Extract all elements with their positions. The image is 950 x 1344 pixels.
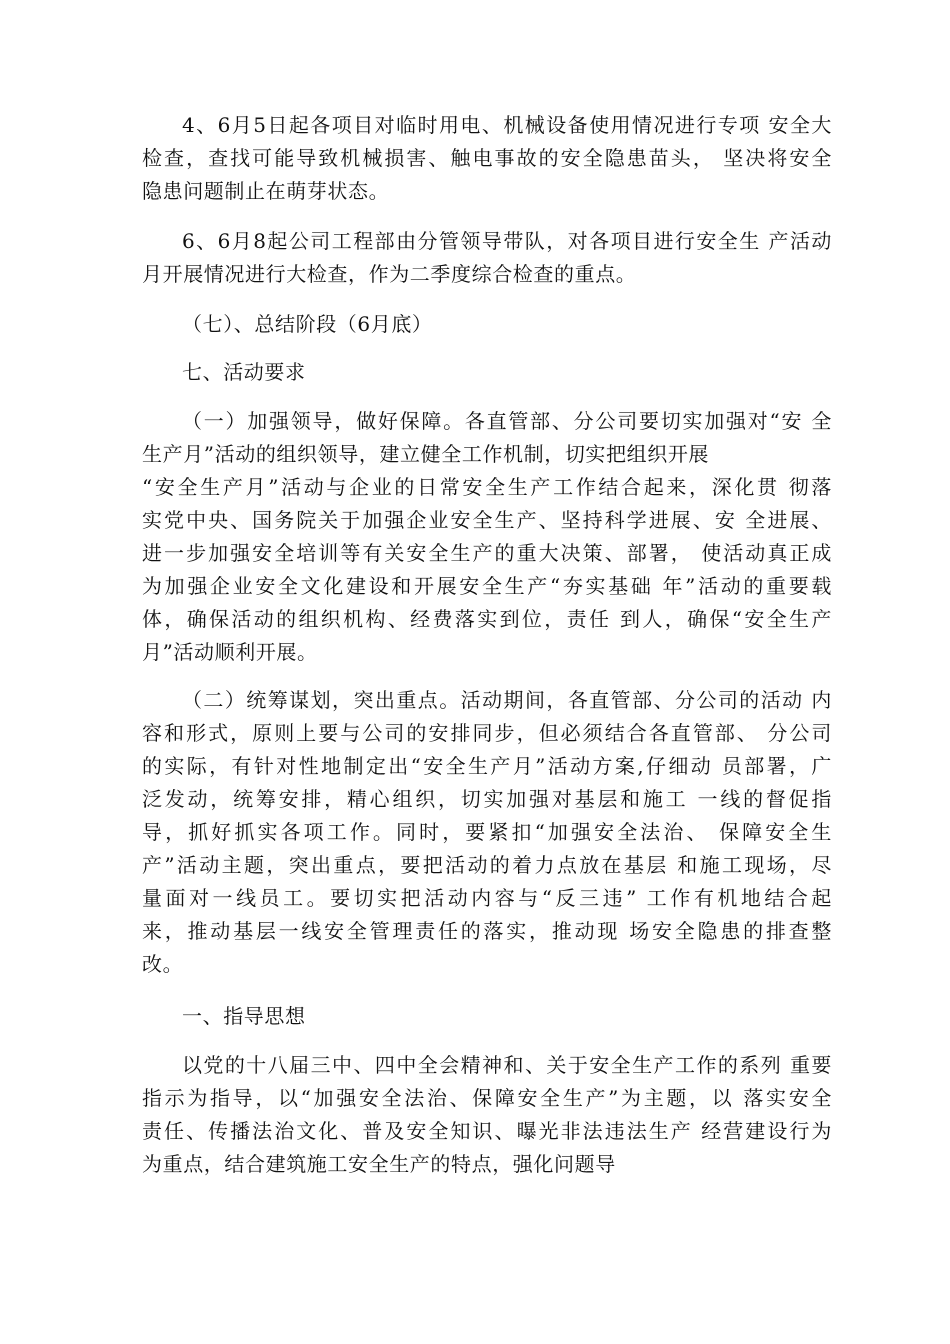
paragraph-item-6 xyxy=(142,225,832,291)
text-line: 隐患问题制止在萌芽状态。 xyxy=(142,179,390,203)
text-line: 来，推动基层一线安全管理责任的落实，推动现 场安全隐患的排查整 xyxy=(142,919,832,943)
text-line: 容和形式，原则上要与公司的安排同步，但必须结合各直管部、 分公司 xyxy=(142,721,832,745)
text-line: 6、6月8起公司工程部由分管领导带队，对各项目进行安全生 产活动 xyxy=(182,229,832,253)
section-heading-guiding-ideology xyxy=(142,1000,832,1033)
text-line: 体，确保活动的组织机构、经费落实到位，责任 到人，确保“安全生产 xyxy=(142,607,832,631)
section-heading-summary-stage xyxy=(142,308,832,341)
text-line: 月”活动顺利开展。 xyxy=(142,640,318,664)
text-line: 导，抓好抓实各项工作。同时，要紧扣“加强安全法治、 保障安全生 xyxy=(142,820,832,844)
text-line: 月开展情况进行大检查，作为二季度综合检查的重点。 xyxy=(142,262,637,286)
paragraph-requirement-one xyxy=(142,405,832,669)
paragraph-guiding-ideology xyxy=(142,1049,832,1181)
text-line: 产”活动主题，突出重点，要把活动的着力点放在基层 和施工现场，尽 xyxy=(142,853,833,877)
text-line: 改。 xyxy=(142,952,184,976)
text-line: 进一步加强安全培训等有关安全生产的重大决策、部署， 使活动真正成 xyxy=(142,541,832,565)
paragraph-requirement-two xyxy=(142,684,832,981)
text-line: 指示为指导，以“加强安全法治、保障安全生产”为主题，以 落实安全 xyxy=(142,1086,832,1110)
text-line: 实党中央、国务院关于加强企业安全生产、坚持科学进展、安 全进展、 xyxy=(142,508,832,532)
text-line: 为重点，结合建筑施工安全生产的特点，强化问题导 xyxy=(142,1152,616,1176)
section-heading-activity-requirements xyxy=(142,356,832,389)
text-line: 泛发动，统筹安排，精心组织，切实加强对基层和施工 一线的督促指 xyxy=(142,787,832,811)
text-line: 生产月”活动的组织领导，建立健全工作机制，切实把组织开展 xyxy=(142,442,710,466)
text-line: 4、6月5日起各项目对临时用电、机械设备使用情况进行专项 安全大 xyxy=(182,113,832,137)
heading-text: （七）、总结阶段（6月底） xyxy=(182,312,433,336)
paragraph-item-4 xyxy=(142,109,832,208)
text-line: 量面对一线员工。要切实把活动内容与“反三违” 工作有机地结合起 xyxy=(142,886,832,910)
text-line: 为加强企业安全文化建设和开展安全生产“夯实基础 年”活动的重要载 xyxy=(142,574,832,598)
text-line: 以党的十八届三中、四中全会精神和、关于安全生产工作的系列 重要 xyxy=(182,1053,832,1077)
text-line: “安全生产月”活动与企业的日常安全生产工作结合起来，深化贯 彻落 xyxy=(142,475,832,499)
text-line: 检查，查找可能导致机械损害、触电事故的安全隐患苗头， 坚决将安全 xyxy=(142,146,832,170)
heading-text: 七、活动要求 xyxy=(182,360,306,384)
heading-text: 一、指导思想 xyxy=(182,1004,306,1028)
text-line: （二）统筹谋划，突出重点。活动期间，各直管部、分公司的活动 内 xyxy=(182,688,832,712)
text-line: 的实际，有针对性地制定出“安全生产月”活动方案,仔细动 员部署，广 xyxy=(142,754,832,778)
text-line: （一）加强领导，做好保障。各直管部、分公司要切实加强对“安 全 xyxy=(182,409,832,433)
text-line: 责任、传播法治文化、普及安全知识、曝光非法违法生产 经营建设行为 xyxy=(142,1119,832,1143)
